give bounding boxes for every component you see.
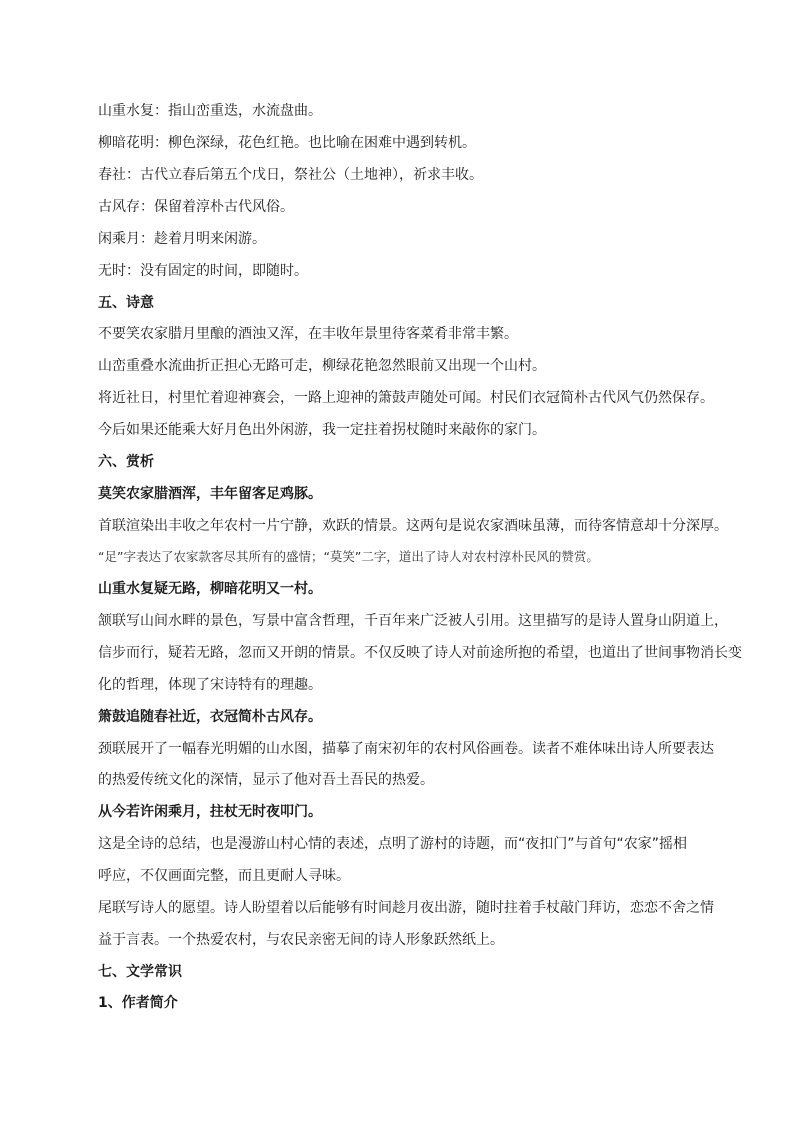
paragraph-line: 尾联写诗人的愿望。诗人盼望着以后能够有时间趁月夜出游，随时拄着手杖敲门拜访，恋恋不舍之情 bbox=[98, 900, 714, 916]
paragraph-line: 化的哲理，体现了宋诗特有的理趣。 bbox=[98, 677, 322, 693]
glossary-item: 无时：没有固定的时间，即随时。 bbox=[98, 263, 308, 279]
paragraph-line: 呼应，不仅画面完整，而且更耐人寻味。 bbox=[98, 868, 350, 884]
paragraph-line: 这是全诗的总结，也是漫游山村心情的表述，点明了游村的诗题，而“夜扣门”与首句“农家”摇相 bbox=[98, 836, 688, 852]
paragraph-line: 信步而行，疑若无路，忽而又开朗的情景。不仅反映了诗人对前途所抱的希望，也道出了世间事物消长变 bbox=[98, 645, 742, 661]
paragraph-line: “足”字表达了农家款客尽其所有的盛情；“莫笑”二字，道出了诗人对农村淳朴民风的赞赏。 bbox=[98, 549, 599, 564]
poem-meaning-line: 将近社日，村里忙着迎神赛会，一路上迎神的箫鼓声随处可闻。村民们衣冠简朴古代风气仍然保存。 bbox=[98, 390, 714, 406]
paragraph-line: 益于言表。一个热爱农村，与农民亲密无间的诗人形象跃然纸上。 bbox=[98, 932, 504, 948]
section-heading-poem-meaning: 五、诗意 bbox=[98, 295, 154, 311]
paragraph-line: 的热爱传统文化的深情，显示了他对吾土吾民的热爱。 bbox=[98, 772, 434, 788]
paragraph-line: 颔联写山间水畔的景色，写景中富含哲理，千百年来广泛被人引用。这里描写的是诗人置身山阴道上， bbox=[98, 613, 728, 629]
glossary-item: 柳暗花明：柳色深绿，花色红艳。也比喻在困难中遇到转机。 bbox=[98, 135, 476, 151]
couplet-heading: 莫笑农家腊酒浑，丰年留客足鸡豚。 bbox=[98, 486, 322, 502]
paragraph-line: 首联渲染出丰收之年农村一片宁静，欢跃的情景。这两句是说农家酒味虽薄，而待客情意却十分深厚。 bbox=[98, 518, 728, 534]
glossary-item: 春社：古代立春后第五个戊日，祭社公（土地神），祈求丰收。 bbox=[98, 167, 483, 183]
poem-meaning-line: 不要笑农家腊月里酿的酒浊又浑，在丰收年景里待客菜肴非常丰繁。 bbox=[98, 326, 518, 342]
glossary-item: 山重水复：指山峦重迭，水流盘曲。 bbox=[98, 103, 322, 119]
couplet-heading: 箫鼓追随春社近，衣冠简朴古风存。 bbox=[98, 709, 322, 725]
couplet-heading: 山重水复疑无路，柳暗花明又一村。 bbox=[98, 581, 322, 597]
poem-meaning-line: 今后如果还能乘大好月色出外闲游，我一定拄着拐杖随时来敲你的家门。 bbox=[98, 422, 546, 438]
glossary-item: 古风存：保留着淳朴古代风俗。 bbox=[98, 199, 294, 215]
glossary-item: 闲乘月：趁着月明来闲游。 bbox=[98, 231, 266, 247]
section-heading-literary-knowledge: 七、文学常识 bbox=[98, 964, 182, 980]
section-heading-appreciation: 六、赏析 bbox=[98, 454, 154, 470]
poem-meaning-line: 山峦重叠水流曲折正担心无路可走，柳绿花艳忽然眼前又出现一个山村。 bbox=[98, 358, 546, 374]
subsection-heading-author: 1、作者简介 bbox=[98, 995, 178, 1011]
couplet-heading: 从今若许闲乘月，拄杖无时夜叩门。 bbox=[98, 804, 322, 820]
paragraph-line: 颈联展开了一幅春光明媚的山水图，描摹了南宋初年的农村风俗画卷。读者不难体味出诗人所要表达 bbox=[98, 741, 714, 757]
